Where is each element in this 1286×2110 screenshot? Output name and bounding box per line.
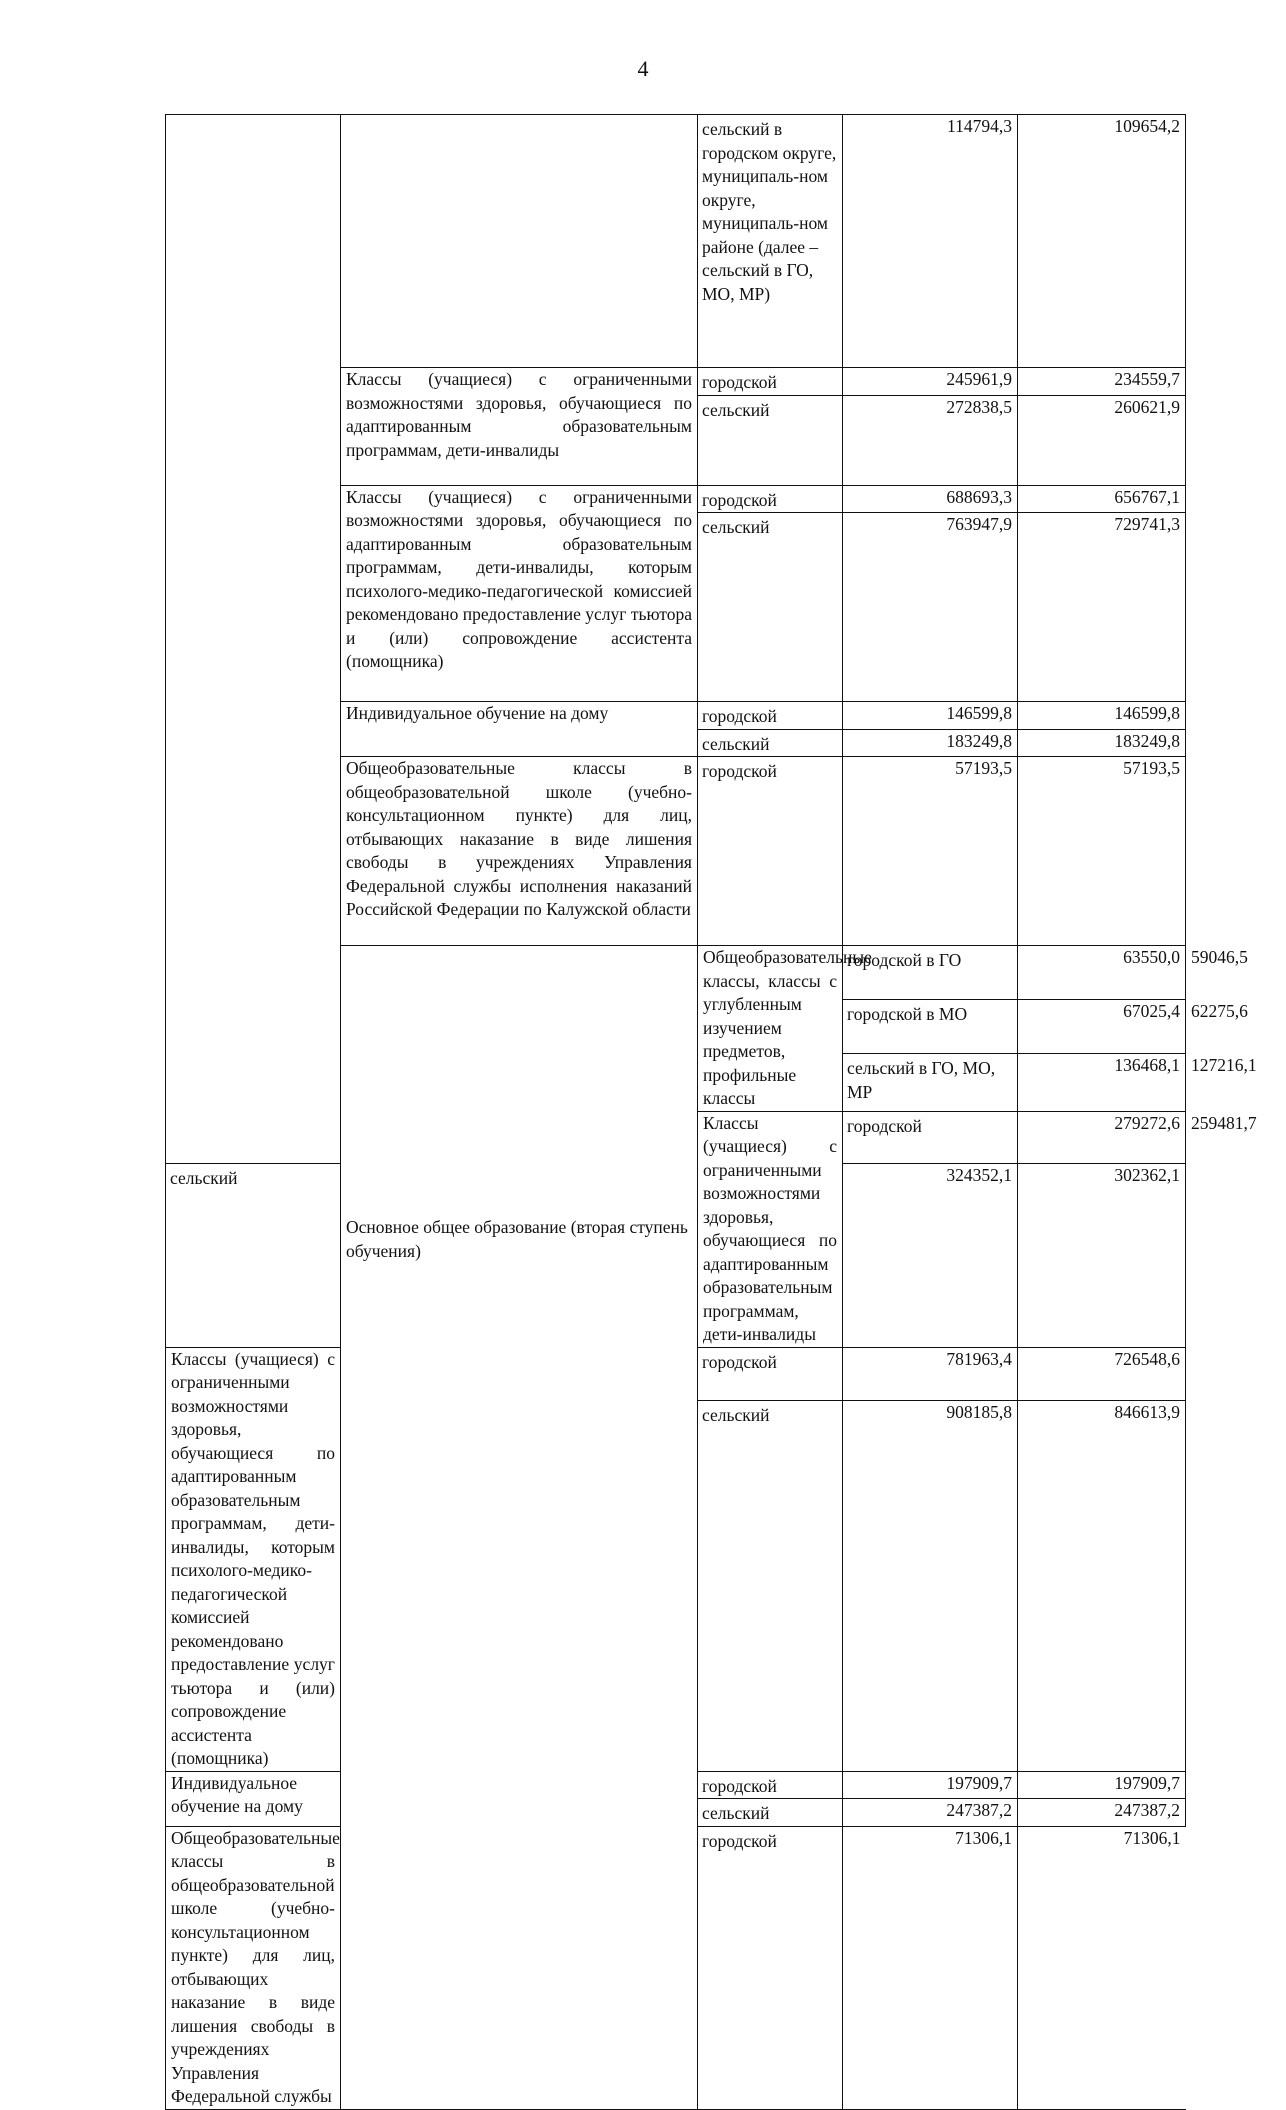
settlement-type-cell: городской <box>698 757 843 946</box>
category-cell: Общеобразовательные классы в общеобразовательной школе (учебно-консультационном пункте) для лиц, отбывающих наказание в виде лишения свободы в учреждениях Управления Федеральной службы <box>166 1826 341 2109</box>
category-cell: Общеобразовательные классы в общеобразовательной школе (учебно-консультационном пункте) для лиц, отбывающих наказание в виде лишения свободы в учреждениях Управления Федеральной службы исполнения наказаний Российской Федерации по Калужской области <box>341 757 698 946</box>
settlement-type-cell: городской <box>698 368 843 396</box>
value-cell: 324352,1 <box>843 1164 1018 1347</box>
value-cell: 197909,7 <box>1018 1771 1186 1799</box>
value-cell: 71306,1 <box>1018 1826 1186 2109</box>
value-cell: 114794,3 <box>843 115 1018 368</box>
value-cell: 908185,8 <box>843 1401 1018 1771</box>
value-cell: 146599,8 <box>1018 702 1186 730</box>
value-cell: 726548,6 <box>1018 1347 1186 1401</box>
value-cell: 183249,8 <box>1018 729 1186 757</box>
settlement-type-cell: сельский <box>698 513 843 702</box>
settlement-type-cell: сельский <box>698 1401 843 1771</box>
category-cell: Общеобразовательные классы, классы с углубленным изучением предметов, профильные классы <box>698 946 843 1112</box>
value-cell: 234559,7 <box>1018 368 1186 396</box>
table-row: городской в МО 67025,4 62275,6 <box>166 999 1186 1054</box>
table-row: сельский в ГО, МО, МР 136468,1 127216,1 <box>166 1054 1186 1111</box>
page-number: 4 <box>637 56 649 81</box>
value-cell: 183249,8 <box>843 729 1018 757</box>
value-cell: 67025,4 <box>1018 999 1186 1054</box>
settlement-type-cell: сельский <box>698 1799 843 1827</box>
value-cell: 57193,5 <box>1018 757 1186 946</box>
value-cell: 146599,8 <box>843 702 1018 730</box>
table-row <box>166 115 1186 368</box>
settlement-type-cell: сельский в ГО, МО, МР <box>843 1054 1018 1111</box>
category-cell: Индивидуальное обучение на дому <box>341 702 698 757</box>
value-cell: 71306,1 <box>843 1826 1018 2109</box>
value-cell: 57193,5 <box>843 757 1018 946</box>
settlement-type-cell: городской <box>698 1347 843 1401</box>
settlement-type-cell: городской <box>698 1826 843 2109</box>
settlement-type-cell: городской <box>698 702 843 730</box>
settlement-type-cell: городской в ГО <box>843 946 1018 1000</box>
category-cell: Индивидуальное обучение на дому <box>166 1771 341 1826</box>
category-cell: Классы (учащиеся) с ограниченными возможностями здоровья, обучающиеся по адаптированным образовательным программам, дети-инвалиды <box>341 368 698 486</box>
table-row: Основное общее образование (вторая ступень обучения) Общеобразовательные классы, классы с углубленным изучением предметов, профильные классы городской в ГО 63550,0 59046,5 <box>166 946 1186 1000</box>
settlement-type-cell: городской <box>698 485 843 513</box>
value-cell: 197909,7 <box>843 1771 1018 1799</box>
value-cell: 763947,9 <box>843 513 1018 702</box>
normative-cost-table <box>165 114 1257 2110</box>
value-cell: 245961,9 <box>843 368 1018 396</box>
stage-cell <box>341 946 698 2110</box>
table-row: Классы (учащиеся) с ограниченными возможностями здоровья, обучающиеся по адаптированным образовательным программам, дети-инвалиды городской 279272,6 259481,7 <box>166 1111 1186 1164</box>
value-cell: 247387,2 <box>1018 1799 1186 1827</box>
settlement-type-cell: городской <box>843 1111 1018 1164</box>
settlement-type-cell: сельский <box>698 729 843 757</box>
value-cell: 688693,3 <box>843 485 1018 513</box>
value-cell: 279272,6 <box>1018 1111 1186 1164</box>
category-cell: Классы (учащиеся) с ограниченными возможностями здоровья, обучающиеся по адаптированным образовательным программам, дети-инвалиды, которым психолого-медико-педагогической комиссией рекомендовано предоставление услуг тьютора и (или) сопровождение ассистента (помощника) <box>341 485 698 702</box>
value-cell: 302362,1 <box>1018 1164 1186 1347</box>
value-cell: 247387,2 <box>843 1799 1018 1827</box>
settlement-type-cell: сельский <box>698 395 843 485</box>
value-cell: 729741,3 <box>1018 513 1186 702</box>
settlement-type-cell: сельский <box>166 1164 341 1347</box>
value-cell: 136468,1 <box>1018 1054 1186 1111</box>
settlement-type-cell: сельский в городском округе, муниципаль-ном округе, муниципаль-ном районе (далее – сельский в ГО, МО, МР) <box>698 115 843 368</box>
value-cell: 109654,2 <box>1018 115 1186 368</box>
settlement-type-cell: городской в МО <box>843 999 1018 1054</box>
category-cell: Классы (учащиеся) с ограниченными возможностями здоровья, обучающиеся по адаптированным образовательным программам, дети-инвалиды, которым психолого-медико-педагогической комиссией рекомендовано предоставление услуг тьютора и (или) сопровождение ассистента (помощника) <box>166 1347 341 1771</box>
value-cell: 63550,0 <box>1018 946 1186 1000</box>
value-cell: 781963,4 <box>843 1347 1018 1401</box>
category-cell: Классы (учащиеся) с ограниченными возможностями здоровья, обучающиеся по адаптированным образовательным программам, дети-инвалиды <box>698 1111 843 1347</box>
value-cell: 272838,5 <box>843 395 1018 485</box>
stage-label: Основное общее образование (вторая ступень обучения) <box>346 1217 688 1261</box>
settlement-type-cell: городской <box>698 1771 843 1799</box>
value-cell: 260621,9 <box>1018 395 1186 485</box>
value-cell: 656767,1 <box>1018 485 1186 513</box>
category-cell-empty <box>341 115 698 368</box>
stage-cell-empty <box>166 115 341 1164</box>
value-cell: 846613,9 <box>1018 1401 1186 1771</box>
